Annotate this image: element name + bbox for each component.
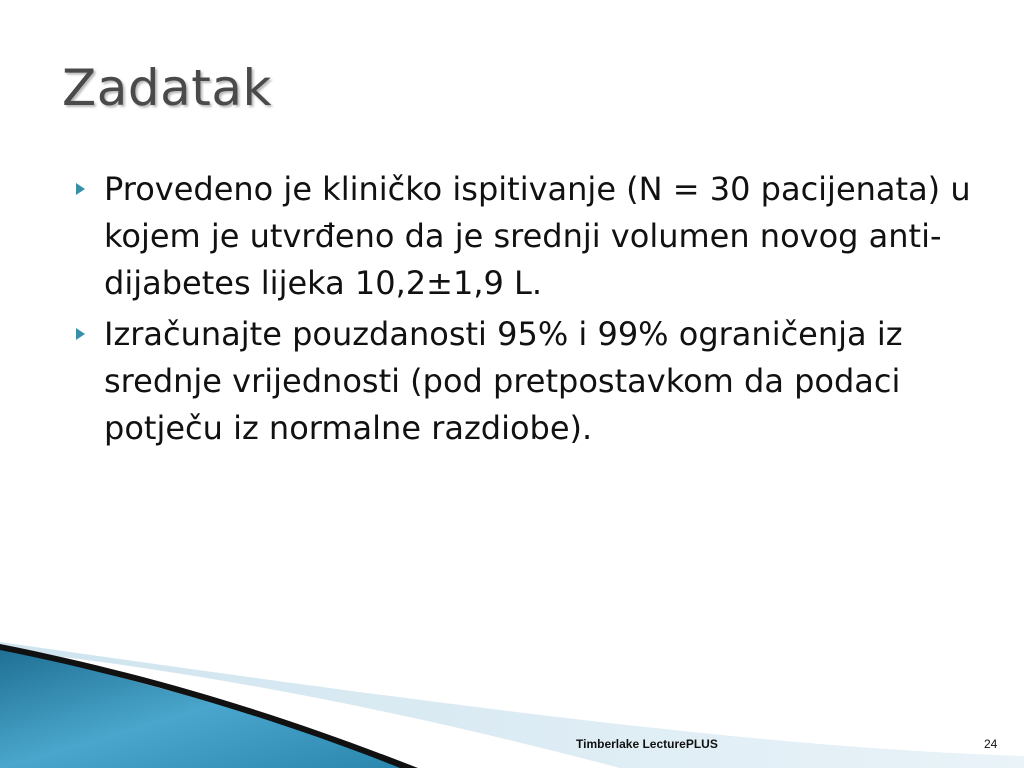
triangle-right-icon bbox=[76, 328, 85, 340]
bullet-list bbox=[74, 166, 974, 456]
triangle-right-icon bbox=[76, 183, 85, 195]
slide-title: Zadatak bbox=[62, 59, 272, 117]
decorative-swoosh bbox=[0, 630, 1024, 768]
bullet-text: Izračunajte pouzdanosti 95% i 99% ograničenja iz srednje vrijednosti (pod pretpostavkom da podaci potječu iz normalne razdiobe). bbox=[104, 315, 903, 447]
slide-number: 24 bbox=[984, 737, 998, 751]
bullet-item bbox=[74, 166, 974, 307]
footer-text: Timberlake LecturePLUS bbox=[576, 737, 718, 751]
swoosh-blue-band bbox=[0, 648, 410, 768]
bullet-item bbox=[74, 311, 974, 452]
bullet-text: Provedeno je kliničko ispitivanje (N = 30 pacijenata) u kojem je utvrđeno da je srednji volumen novog anti-dijabetes lijeka 10,2±1,9 L. bbox=[104, 170, 971, 302]
